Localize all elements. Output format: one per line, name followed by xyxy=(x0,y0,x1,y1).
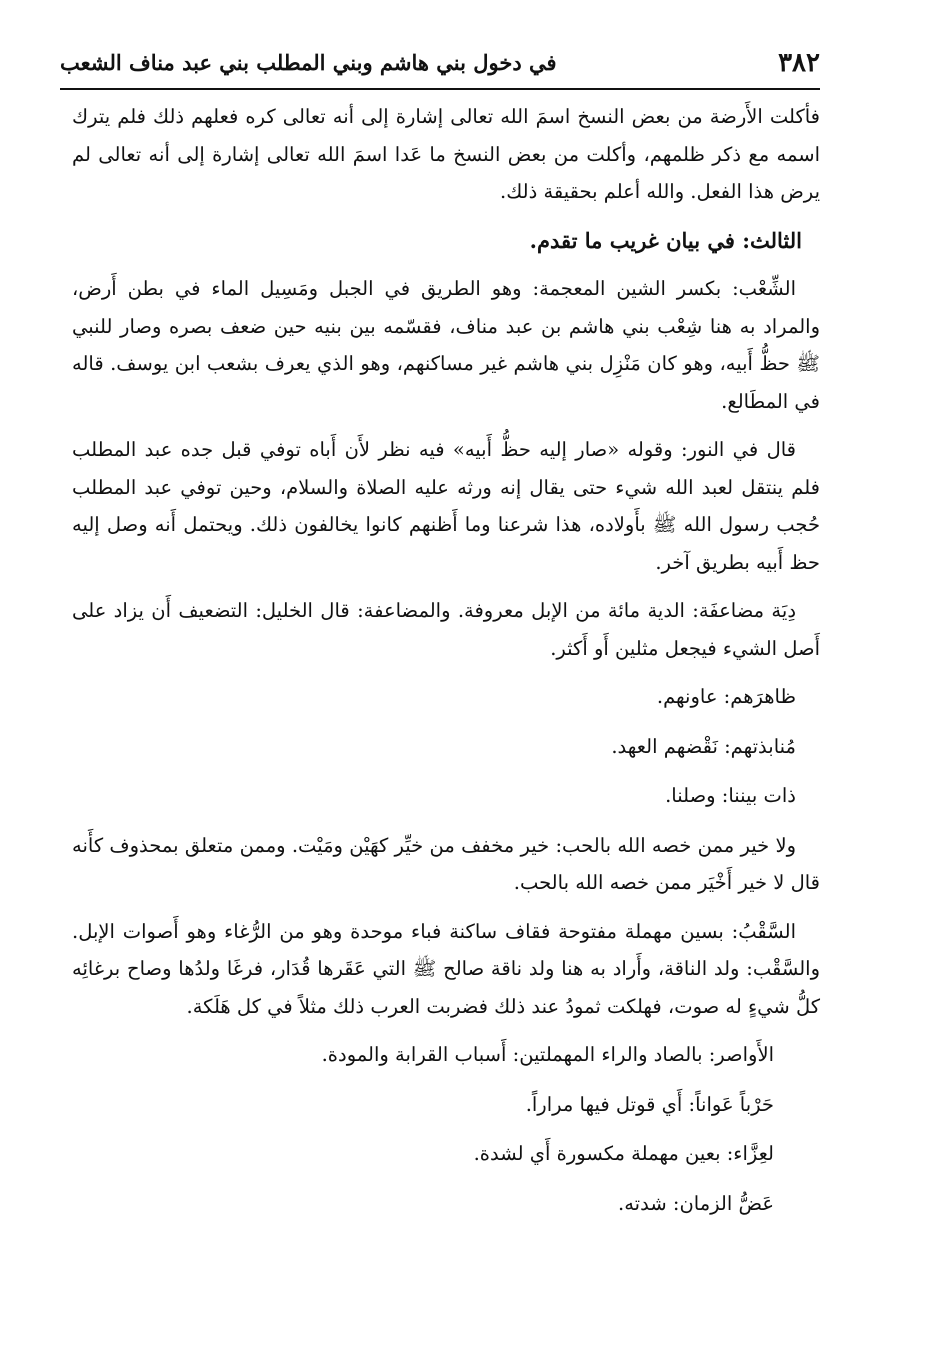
gloss-zaharahum: ظاهرَهم: عاونهم. xyxy=(656,685,796,708)
gloss-diya: دِيَة مضاعفَة: الدية مائة من الإبل معروفة. والمضاعفة: قال الخليل: التضعيف أَن يزاد على أَصل الشيء فيجعل مثلين أَو أَكثر. xyxy=(72,599,820,660)
gloss-add-zaman: عَضُّ الزمان: شدته. xyxy=(618,1191,774,1215)
gloss-izza: لعِزَّاء: بعين مهملة مكسورة أَي لشدة. xyxy=(473,1142,774,1165)
header-rule xyxy=(60,88,820,90)
chapter-title: في دخول بني هاشم وبني المطلب بني عبد مناف الشعب xyxy=(60,50,557,75)
gloss-nur-quote: قال في النور: وقوله «صار إليه حظُّ أَبيه» فيه نظر لأَن أَباه توفي قبل جده عبد المطلب فلم ينتقل لعبد الله شيء حتى يقال إنه ورثه عليه الصلاة والسلام، وحين توفي عبد المطلب حُجب رسول الله ﷺ بأَولاده، هذا شرعنا وما أَظنهم كانوا يخالفون ذلك. ويحتمل أَنه وصل إليه حظ أَبيه بطريق آخر. xyxy=(72,438,820,574)
gloss-dhat-baynina: ذات بيننا: وصلنا. xyxy=(665,784,796,807)
gloss-harb-awan: حَرْباً عَواناً: أَي قوتل فيها مراراً. xyxy=(525,1092,774,1116)
paragraph-continuation: فأكلت الأَرضة من بعض النسخ اسمَ الله تعالى إشارة إلى أنه تعالى كره فعلهم ذلك فلم يترك اسمه مع ذكر ظلمهم، وأكلت من بعض النسخ ما عَدا اسمَ الله تعالى إشارة إلى أنه تعالى لم يرض هذا الفعل. والله أعلم بحقيقة ذلك. xyxy=(72,105,820,203)
gloss-la-khayr: ولا خير ممن خصه الله بالحب: خير مخفف من خيِّر كهَيْن ومَيْت. وممن متعلق بمحذوف كأَنه قال لا خير أَخْيَر ممن خصه الله بالحب. xyxy=(72,833,820,894)
gloss-munabadhatuhum: مُنابذتهم: نَقْضهم العهد. xyxy=(611,734,796,758)
body-text xyxy=(72,98,820,1234)
gloss-awasir: الأَواصر: بالصاد والراء المهملتين: أَسباب القرابة والمودة. xyxy=(321,1043,774,1066)
page-number: ٣٨٢ xyxy=(778,48,820,78)
gloss-saqb: السَّقْبُ: بسين مهملة مفتوحة فقاف ساكنة فباء موحدة وهو من الرُّغاء وهو أَصوات الإبل. والسَّقْب: ولد الناقة، وأَراد به هنا ولد ناقة صالح ﷺ التي عَقَرها قُدَار، فرغَا ولدُها وصاح برغائِه كلُّ شيءٍ له صوت، فهلكت ثمودُ عند ذلك فضربت العرب ذلك مثلاً في كل هَلَكة. xyxy=(72,919,820,1018)
running-head xyxy=(60,46,820,86)
section-heading: الثالث: في بيان غريب ما تقدم. xyxy=(529,227,802,253)
gloss-shib: الشِّعْب: بكسر الشين المعجمة: وهو الطريق في الجبل ومَسِيل الماء في بطن أَرض، والمراد به هنا شِعْب بني هاشم بن عبد مناف، فقسّمه بين بنيه حين ضعف بصره وصار للنبي ﷺ حظُّ أَبيه، وهو كان مَنْزِل بني هاشم غير مساكنهم، وهو الذي يعرف بشعب ابن يوسف. قاله في المطَالع. xyxy=(72,277,820,413)
